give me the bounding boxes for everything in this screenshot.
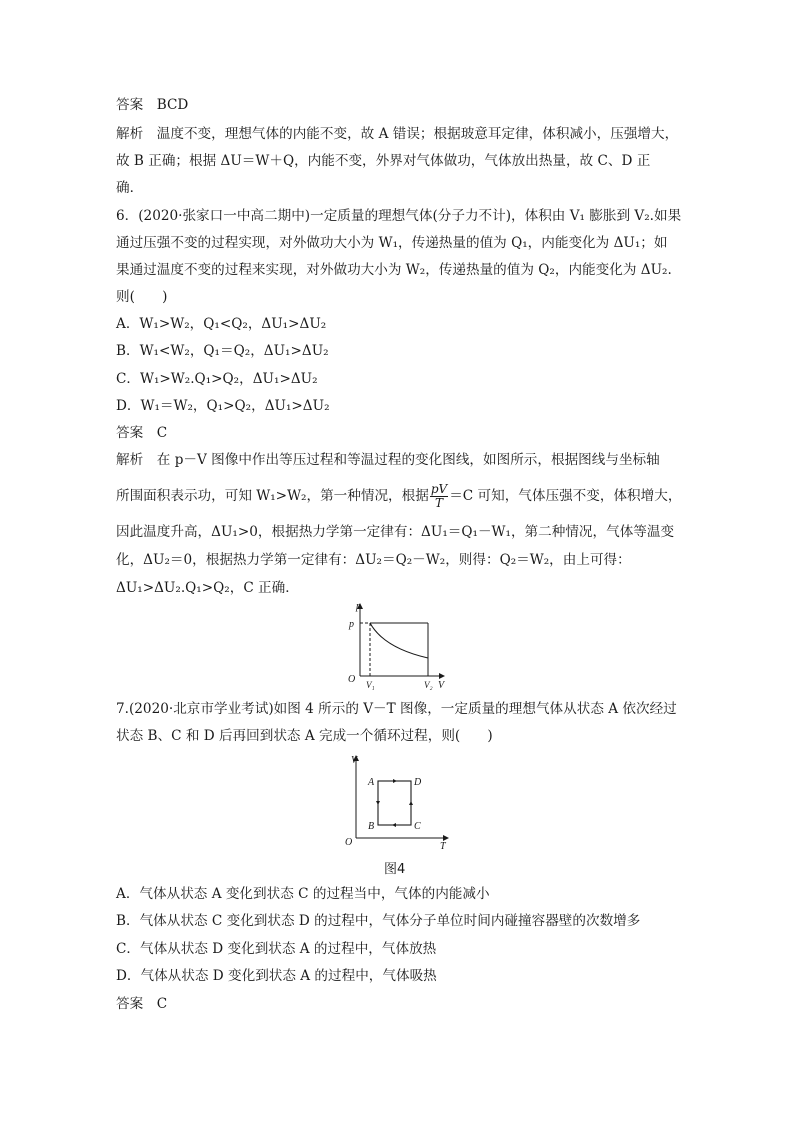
arrow-a-to-b — [376, 801, 380, 805]
analysis-line: ΔU₁>ΔU₂.Q₁>Q₂，C 正确． — [116, 580, 299, 596]
question-6-line: 通过压强不变的过程实现，对外做功大小为 W₁，传递热量的值为 Q₁，内能变化为 ΔU₁；如 — [116, 235, 668, 251]
state-a-label: A — [368, 777, 375, 788]
analysis-line: 确． — [116, 180, 144, 196]
v1-label: V₁ — [366, 680, 375, 690]
answer-line: 答案 BCD — [116, 97, 189, 113]
cycle-rectangle — [378, 781, 411, 825]
question-6-line: 6．(2020·张家口一中高二期中)一定质量的理想气体(分子力不计)，体积由 V₁ 膨胀到 V₂.如果 — [116, 208, 682, 224]
figure-caption: 图4 — [384, 862, 406, 877]
answer-line: 答案 C — [116, 425, 168, 441]
option-c: C．气体从状态 D 变化到状态 A 的过程中，气体放热 — [116, 941, 437, 957]
t-axis-label: T — [440, 841, 446, 852]
analysis-line-with-fraction — [116, 481, 682, 511]
arrow-a-to-d — [393, 779, 397, 783]
option-d: D．气体从状态 D 变化到状态 A 的过程中，气体吸热 — [116, 968, 437, 984]
p-axis-label: p — [356, 601, 361, 612]
p-tick-label: p — [349, 619, 354, 630]
v-axis-label: V — [351, 755, 358, 766]
question-7-line: 7.(2020·北京市学业考试)如图 4 所示的 V－T 图像，一定质量的理想气体从状态 A 依次经过 — [116, 701, 677, 717]
option-a: A．W₁>W₂，Q₁<Q₂，ΔU₁>ΔU₂ — [116, 316, 327, 332]
option-c: C．W₁>W₂.Q₁>Q₂，ΔU₁>ΔU₂ — [116, 371, 318, 387]
answer-line: 答案 C — [116, 996, 168, 1012]
origin-label: O — [345, 837, 353, 848]
question-6-line: 果通过温度不变的过程来实现，对外做功大小为 W₂，传递热量的值为 Q₂，内能变化为 ΔU₂. — [116, 262, 672, 278]
question-7-line: 状态 B、C 和 D 后再回到状态 A 完成一个循环过程，则( ) — [116, 728, 493, 744]
fraction-numerator: pV — [430, 482, 448, 496]
pv-diagram — [340, 600, 450, 692]
v-axis-label: V — [438, 680, 445, 691]
analysis-line: 化，ΔU₂＝0，根据热力学第一定律有：ΔU₂＝Q₂－W₂，则得：Q₂＝W₂，由上可得： — [116, 552, 631, 568]
analysis-line: 故 B 正确；根据 ΔU＝W＋Q，内能不变，外界对气体做功，气体放出热量，故 C、D 正 — [116, 153, 651, 169]
vt-diagram — [342, 752, 454, 852]
analysis-line: 解析 在 p－V 图像中作出等压过程和等温过程的变化图线，如图所示，根据图线与坐标轴 — [116, 452, 660, 468]
fraction-denominator: T — [435, 496, 444, 510]
option-b: B．W₁<W₂，Q₁＝Q₂，ΔU₁>ΔU₂ — [116, 343, 329, 359]
analysis-text: ＝C 可知，气体压强不变，体积增大， — [449, 488, 682, 504]
isothermal-curve — [370, 623, 428, 658]
state-c-label: C — [414, 821, 421, 832]
state-d-label: D — [414, 777, 422, 788]
option-a: A．气体从状态 A 变化到状态 C 的过程当中，气体的内能减小 — [116, 886, 490, 902]
state-b-label: B — [368, 821, 375, 832]
option-d: D．W₁＝W₂，Q₁>Q₂，ΔU₁>ΔU₂ — [116, 398, 330, 414]
analysis-line: 解析 温度不变，理想气体的内能不变，故 A 错误；根据玻意耳定律，体积减小，压强增大， — [116, 126, 679, 142]
fraction-pv-over-t — [430, 483, 448, 510]
v2-label: V₂ — [424, 680, 433, 690]
analysis-line: 因此温度升高，ΔU₁>0，根据热力学第一定律有：ΔU₁＝Q₁－W₁，第二种情况，气体等温变 — [116, 524, 675, 540]
question-6-line: 则( ) — [116, 289, 168, 305]
arrow-c-to-b — [392, 823, 396, 827]
arrow-c-to-d — [409, 801, 413, 805]
origin-label: O — [348, 674, 356, 685]
analysis-text: 所围面积表示功，可知 W₁>W₂，第一种情况，根据 — [116, 488, 429, 504]
option-b: B．气体从状态 C 变化到状态 D 的过程中，气体分子单位时间内碰撞容器壁的次数增多 — [116, 913, 641, 929]
